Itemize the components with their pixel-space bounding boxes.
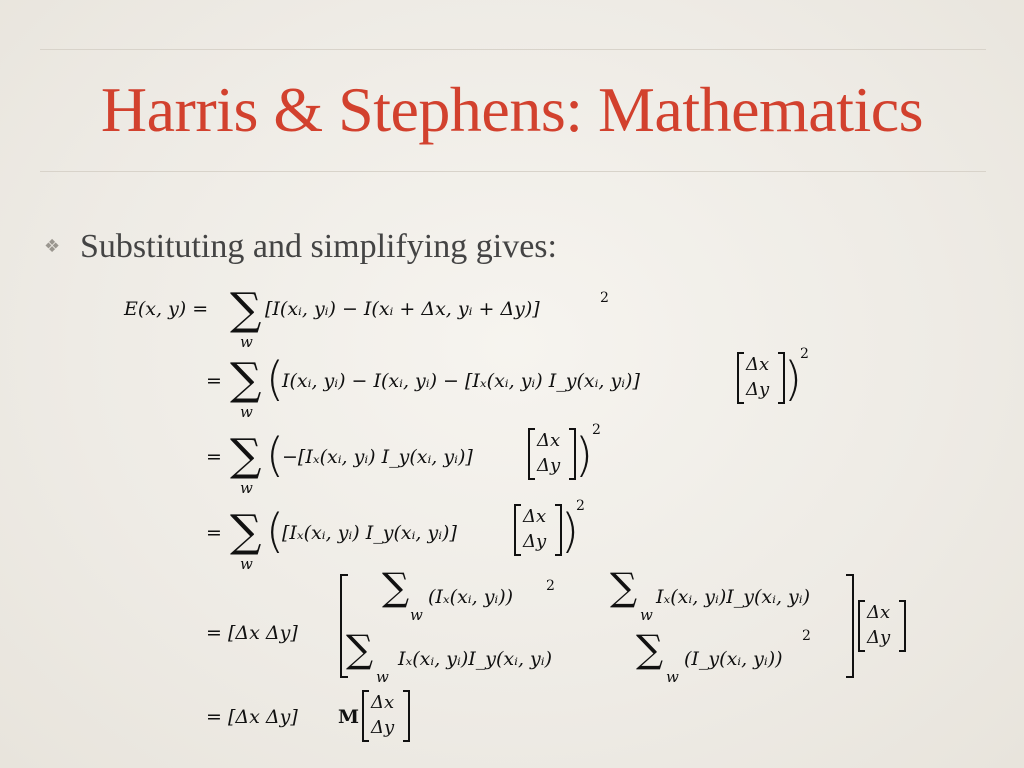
eq-sign-5: =	[206, 622, 222, 644]
matrix-M: M	[338, 706, 360, 728]
eq-sign-4: =	[206, 522, 222, 544]
sum-subscript-1: w	[240, 333, 253, 351]
sum-subscript-3: w	[240, 479, 253, 497]
equation-line-2: I(xᵢ, yᵢ) − I(xᵢ, yᵢ) − [Iₓ(xᵢ, yᵢ) I_y(xᵢ, yᵢ)]	[282, 370, 640, 392]
equation-lhs: E(x, y) =	[124, 298, 209, 320]
bullet-icon: ❖	[44, 236, 61, 257]
matrix-sum-sub-21: w	[376, 668, 389, 686]
matrix-sum-sub-11: w	[410, 606, 423, 624]
right-paren-4: )	[561, 504, 579, 558]
equation-line-1: [I(xᵢ, yᵢ) − I(xᵢ + Δx, yᵢ + Δy)]	[265, 298, 540, 320]
sum-symbol-4: ∑	[230, 506, 262, 557]
matrix-sum-sub-22: w	[666, 668, 679, 686]
bottom-rule	[40, 171, 986, 172]
right-paren-3: )	[575, 428, 593, 482]
bullet-text: Substituting and simplifying gives:	[80, 228, 557, 265]
sum-symbol-3: ∑	[230, 430, 262, 481]
matrix-sum-sub-12: w	[640, 606, 653, 624]
matrix-exp-22: 2	[802, 628, 811, 644]
equation-line-4: [Iₓ(xᵢ, yᵢ) I_y(xᵢ, yᵢ)]	[282, 522, 457, 544]
equation-line-3: −[Iₓ(xᵢ, yᵢ) I_y(xᵢ, yᵢ)]	[282, 446, 473, 468]
matrix-sum-22: ∑	[636, 627, 664, 671]
matrix-sum-12: ∑	[610, 565, 638, 609]
right-paren-2: )	[784, 352, 802, 406]
left-paren-4: (	[266, 504, 284, 558]
left-paren-3: (	[266, 428, 284, 482]
matrix-sum-21: ∑	[346, 627, 374, 671]
sum-symbol-2: ∑	[230, 354, 262, 405]
delta-vector-3: Δx Δy	[528, 428, 576, 480]
sum-subscript-4: w	[240, 555, 253, 573]
delta-vector-4: Δx Δy	[514, 504, 562, 556]
delta-vector-5: Δx Δy	[858, 600, 906, 652]
top-rule	[40, 49, 986, 50]
matrix-m21: Iₓ(xᵢ, yᵢ)I_y(xᵢ, yᵢ)	[398, 648, 552, 670]
eq-sign-2: =	[206, 370, 222, 392]
slide-title: Harris & Stephens: Mathematics	[100, 74, 924, 145]
matrix-exp-11: 2	[546, 578, 555, 594]
left-paren-2: (	[266, 352, 284, 406]
eq-sign-3: =	[206, 446, 222, 468]
eq-sign-6: =	[206, 706, 222, 728]
exponent-4: 2	[576, 498, 585, 514]
exponent-3: 2	[592, 422, 601, 438]
delta-row-vector-M: [Δx Δy]	[228, 706, 298, 728]
delta-row-vector: [Δx Δy]	[228, 622, 298, 644]
matrix-m12: Iₓ(xᵢ, yᵢ)I_y(xᵢ, yᵢ)	[656, 586, 810, 608]
delta-vector-2: Δx Δy	[737, 352, 785, 404]
exponent-2: 2	[800, 346, 809, 362]
matrix-m22: (I_y(xᵢ, yᵢ))	[684, 648, 783, 670]
delta-vector-6: Δx Δy	[362, 690, 410, 742]
sum-symbol-1: ∑	[230, 284, 262, 335]
matrix-m11: (Iₓ(xᵢ, yᵢ))	[428, 586, 514, 608]
sum-subscript-2: w	[240, 403, 253, 421]
exponent-1: 2	[600, 290, 609, 306]
matrix-sum-11: ∑	[382, 565, 410, 609]
